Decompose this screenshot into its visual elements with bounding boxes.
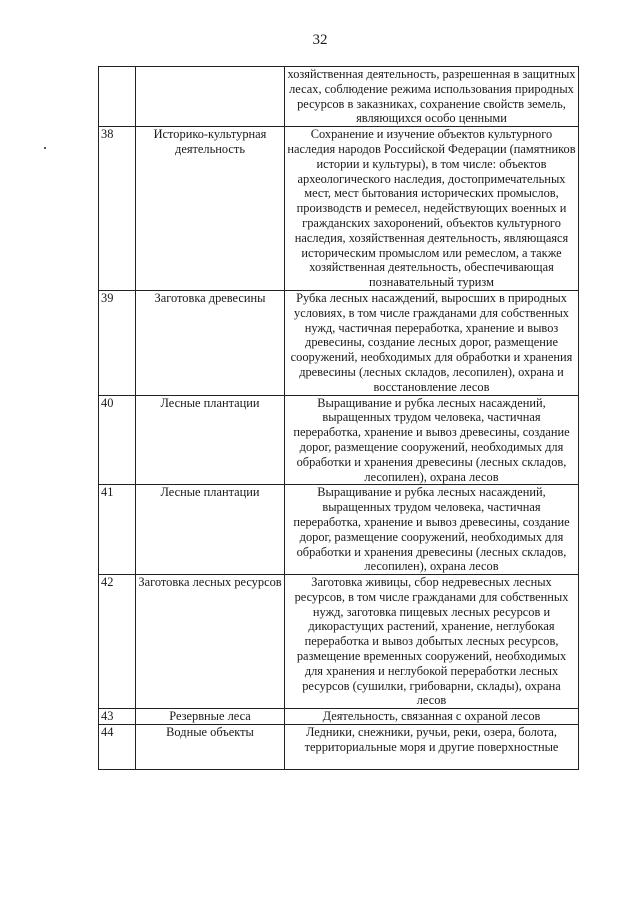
table-row xyxy=(99,395,579,485)
row-number: 41 xyxy=(99,485,136,575)
activity-name: Лесные плантации xyxy=(136,485,285,575)
activity-name xyxy=(136,67,285,127)
activity-description: Деятельность, связанная с охраной лесов xyxy=(285,709,579,725)
activity-description-text: Ледники, снежники, ручьи, реки, озера, болота, территориальные моря и другие поверхностные xyxy=(304,725,559,754)
activity-name: Заготовка древесины xyxy=(136,290,285,395)
activity-description: Сохранение и изучение объектов культурного наследия народов Российской Федерации (памятников истории и культуры), в том числе: объектов археологического наследия, достопримечательных мест, мест бытования исторических промыслов, производств и ремесел, недействующих военных и гражданских захоронений, объектов культурного наследия, хозяйственная деятельность, являющаяся историческим промыслом или ремеслом, а также хозяйственная деятельность, обеспечивающая познавательный туризм xyxy=(285,127,579,291)
table-row xyxy=(99,725,579,770)
activity-description: хозяйственная деятельность, разрешенная в защитных лесах, соблюдение режима использования природных ресурсов в заказниках, сохранение свойств земель, являющихся особо ценными xyxy=(285,67,579,127)
activity-description: Рубка лесных насаждений, выросших в природных условиях, в том числе гражданами для собственных нужд, частичная переработка, хранение и вывоз древесины, создание лесных дорог, размещение сооружений, необходимых для обработки и хранения древесины (лесных складов, лесопилен), охрана и восстановление лесов xyxy=(285,290,579,395)
row-number: 40 xyxy=(99,395,136,485)
row-number: 43 xyxy=(99,709,136,725)
table-row xyxy=(99,127,579,291)
activity-description: Выращивание и рубка лесных насаждений, выращенных трудом человека, частичная переработка, хранение и вывоз древесины, создание дорог, размещение сооружений, необходимых для обработки и хранения древесины (лесных складов, лесопилен), охрана лесов xyxy=(285,485,579,575)
table-row xyxy=(99,290,579,395)
activity-name: Водные объекты xyxy=(136,725,285,770)
row-number xyxy=(99,67,136,127)
activity-name: Резервные леса xyxy=(136,709,285,725)
activity-description xyxy=(285,725,579,770)
row-number: 42 xyxy=(99,575,136,709)
row-number: 39 xyxy=(99,290,136,395)
activity-description: Заготовка живицы, сбор недревесных лесных ресурсов, в том числе гражданами для собственных нужд, заготовка пищевых лесных ресурсов и дикорастущих растений, хранение, неглубокая переработка и вывоз добытых лесных ресурсов, размещение временных сооружений, необходимых для хранения и неглубокой переработки лесных ресурсов (сушилки, грибоварни, склады), охрана лесов xyxy=(285,575,579,709)
table-row xyxy=(99,485,579,575)
stray-mark xyxy=(44,147,46,149)
activity-name: Заготовка лесных ресурсов xyxy=(136,575,285,709)
land-use-table xyxy=(98,66,579,770)
activity-name: Лесные плантации xyxy=(136,395,285,485)
table-row xyxy=(99,67,579,127)
page-number: 32 xyxy=(312,32,328,48)
activity-description: Выращивание и рубка лесных насаждений, выращенных трудом человека, частичная переработка, хранение и вывоз древесины, создание дорог, размещение сооружений, необходимых для обработки и хранения древесины (лесных складов, лесопилен), охрана лесов xyxy=(285,395,579,485)
activity-name: Историко-культурная деятельность xyxy=(136,127,285,291)
row-number: 44 xyxy=(99,725,136,770)
row-number: 38 xyxy=(99,127,136,291)
table-row xyxy=(99,709,579,725)
table-row xyxy=(99,575,579,709)
